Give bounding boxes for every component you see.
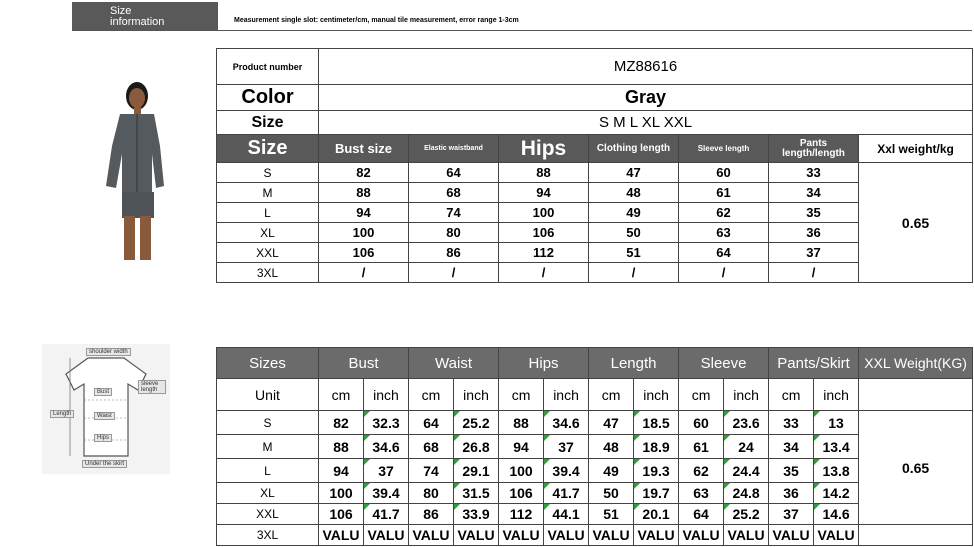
col-header-hips: Hips [499, 348, 589, 379]
cell: 82 [319, 411, 364, 435]
cell: 18.5 [634, 411, 679, 435]
cell: 35 [769, 203, 859, 223]
size-conversion-table [216, 347, 973, 546]
cell: 94 [499, 183, 589, 203]
diagram-label-waist: Waist [94, 412, 115, 420]
product-spec-table [216, 48, 973, 283]
cell: 100 [319, 483, 364, 504]
cell: 94 [499, 435, 544, 459]
cell: 88 [499, 411, 544, 435]
unit-cell: cm [319, 379, 364, 411]
col-header-weight: Xxl weight/kg [859, 135, 973, 163]
cell: 13.4 [814, 435, 859, 459]
cell: VALU [814, 525, 859, 546]
size-row-label: S [217, 163, 319, 183]
cell: / [769, 263, 859, 283]
cell: 29.1 [454, 459, 499, 483]
col-header-waist: Elastic waistband [409, 135, 499, 163]
cell: 82 [319, 163, 409, 183]
cell: 37 [544, 435, 589, 459]
weight-value: 0.65 [859, 411, 973, 525]
cell: 34.6 [364, 435, 409, 459]
cell: 80 [409, 223, 499, 243]
cell: VALU [409, 525, 454, 546]
cell: 64 [409, 411, 454, 435]
sizes-value: S M L XL XXL [319, 111, 973, 135]
cell: 106 [319, 243, 409, 263]
cell: 37 [364, 459, 409, 483]
unit-cell: inch [454, 379, 499, 411]
cell: 112 [499, 243, 589, 263]
cell: 63 [679, 483, 724, 504]
col-header-waist: Waist [409, 348, 499, 379]
cell: VALU [454, 525, 499, 546]
cell: 33 [769, 163, 859, 183]
cell: 49 [589, 203, 679, 223]
cell: VALU [319, 525, 364, 546]
cell: VALU [634, 525, 679, 546]
cell: 39.4 [364, 483, 409, 504]
cell: 23.6 [724, 411, 769, 435]
unit-cell: cm [499, 379, 544, 411]
col-header-hips: Hips [499, 135, 589, 163]
size-row-label: XL [217, 223, 319, 243]
cell: 48 [589, 435, 634, 459]
col-header-bust: Bust size [319, 135, 409, 163]
cell: 19.3 [634, 459, 679, 483]
diagram-label-length: Length [50, 410, 74, 418]
cell: 25.2 [454, 411, 499, 435]
measurement-diagram [42, 344, 170, 474]
col-header-length: Clothing length [589, 135, 679, 163]
measurement-note: Measurement single slot: centimeter/cm, manual tile measurement, error range 1-3cm [234, 17, 519, 24]
tab-line-1: Size [110, 5, 132, 17]
cell: 60 [679, 163, 769, 183]
diagram-label-hips: Hips [94, 434, 112, 442]
product-number-value: MZ88616 [319, 49, 973, 85]
size-label: Size [217, 111, 319, 135]
weight-blank [859, 379, 973, 411]
cell: 50 [589, 223, 679, 243]
cell: 47 [589, 411, 634, 435]
cell: 88 [319, 183, 409, 203]
col-header-pants-skirt: Pants/Skirt [769, 348, 859, 379]
cell: 44.1 [544, 504, 589, 525]
cell: 32.3 [364, 411, 409, 435]
diagram-label-bust: Bust [94, 388, 112, 396]
cell: VALU [544, 525, 589, 546]
cell: 33.9 [454, 504, 499, 525]
size-row-label: L [217, 203, 319, 223]
unit-cell: inch [814, 379, 859, 411]
unit-label: Unit [217, 379, 319, 411]
cell: 106 [499, 223, 589, 243]
cell: 86 [409, 504, 454, 525]
cell: 19.7 [634, 483, 679, 504]
unit-cell: inch [364, 379, 409, 411]
col-header-length: Length [589, 348, 679, 379]
unit-cell: inch [634, 379, 679, 411]
cell: 24 [724, 435, 769, 459]
cell: 13 [814, 411, 859, 435]
col-header-pants: Pants length/length [769, 135, 859, 163]
diagram-label-sleeve: sleeve length [138, 380, 166, 394]
unit-cell: cm [769, 379, 814, 411]
cell: / [499, 263, 589, 283]
cell: 64 [679, 243, 769, 263]
col-header-bust: Bust [319, 348, 409, 379]
size-row-label: XXL [217, 243, 319, 263]
cell: 36 [769, 223, 859, 243]
product-number-label: Product number [217, 49, 319, 85]
cell: 61 [679, 435, 724, 459]
cell: 33 [769, 411, 814, 435]
size-row-label: M [217, 435, 319, 459]
cell: 35 [769, 459, 814, 483]
cell: 49 [589, 459, 634, 483]
cell: 106 [319, 504, 364, 525]
cell: 37 [769, 504, 814, 525]
color-value: Gray [319, 85, 973, 111]
cell: 68 [409, 435, 454, 459]
cell: / [679, 263, 769, 283]
cell: VALU [679, 525, 724, 546]
cell: 13.8 [814, 459, 859, 483]
cell: 34 [769, 183, 859, 203]
cell: 60 [679, 411, 724, 435]
weight-blank [859, 525, 973, 546]
size-row-label: 3XL [217, 525, 319, 546]
size-row-label: L [217, 459, 319, 483]
cell: 100 [499, 459, 544, 483]
col-header-size: Size [217, 135, 319, 163]
cell: 63 [679, 223, 769, 243]
cell: 64 [679, 504, 724, 525]
cell: 88 [319, 435, 364, 459]
unit-cell: cm [679, 379, 724, 411]
tab-line-2: information [110, 16, 165, 28]
cell: VALU [769, 525, 814, 546]
cell: 14.6 [814, 504, 859, 525]
col-header-sizes: Sizes [217, 348, 319, 379]
size-row-label: XXL [217, 504, 319, 525]
model-photo [94, 76, 182, 264]
cell: 112 [499, 504, 544, 525]
cell: 37 [769, 243, 859, 263]
cell: 62 [679, 203, 769, 223]
cell: 41.7 [544, 483, 589, 504]
color-label: Color [217, 85, 319, 111]
cell: 86 [409, 243, 499, 263]
cell: 88 [499, 163, 589, 183]
cell: 48 [589, 183, 679, 203]
cell: 94 [319, 203, 409, 223]
cell: 74 [409, 203, 499, 223]
cell: 50 [589, 483, 634, 504]
cell: 100 [499, 203, 589, 223]
unit-cell: inch [724, 379, 769, 411]
cell: 62 [679, 459, 724, 483]
cell: VALU [724, 525, 769, 546]
cell: 31.5 [454, 483, 499, 504]
cell: 20.1 [634, 504, 679, 525]
cell: 94 [319, 459, 364, 483]
cell: 106 [499, 483, 544, 504]
cell: / [319, 263, 409, 283]
cell: 100 [319, 223, 409, 243]
unit-cell: cm [409, 379, 454, 411]
cell: / [409, 263, 499, 283]
cell: 61 [679, 183, 769, 203]
size-row-label: S [217, 411, 319, 435]
cell: 24.4 [724, 459, 769, 483]
cell: 34 [769, 435, 814, 459]
col-header-weight: XXL Weight(KG) [859, 348, 973, 379]
cell: 41.7 [364, 504, 409, 525]
unit-cell: inch [544, 379, 589, 411]
cell: 39.4 [544, 459, 589, 483]
cell: 64 [409, 163, 499, 183]
unit-cell: cm [589, 379, 634, 411]
garment-outline-icon [42, 344, 170, 474]
cell: VALU [589, 525, 634, 546]
cell: 26.8 [454, 435, 499, 459]
cell: 14.2 [814, 483, 859, 504]
cell: 18.9 [634, 435, 679, 459]
weight-value: 0.65 [859, 163, 973, 283]
cell: 36 [769, 483, 814, 504]
cell: 25.2 [724, 504, 769, 525]
cell: 24.8 [724, 483, 769, 504]
cell: / [589, 263, 679, 283]
cell: 51 [589, 243, 679, 263]
size-row-label: M [217, 183, 319, 203]
col-header-sleeve: Sleeve [679, 348, 769, 379]
cell: 51 [589, 504, 634, 525]
cell: 47 [589, 163, 679, 183]
cell: 34.6 [544, 411, 589, 435]
size-row-label: XL [217, 483, 319, 504]
header-divider [72, 30, 972, 31]
col-header-sleeve: Sleeve length [679, 135, 769, 163]
size-information-tab [72, 2, 218, 31]
cell: VALU [364, 525, 409, 546]
size-row-label: 3XL [217, 263, 319, 283]
cell: 80 [409, 483, 454, 504]
diagram-label-skirt: Under the skirt [82, 460, 127, 468]
cell: 74 [409, 459, 454, 483]
cell: VALU [499, 525, 544, 546]
cell: 68 [409, 183, 499, 203]
diagram-label-shoulder: shoulder width [86, 348, 131, 356]
